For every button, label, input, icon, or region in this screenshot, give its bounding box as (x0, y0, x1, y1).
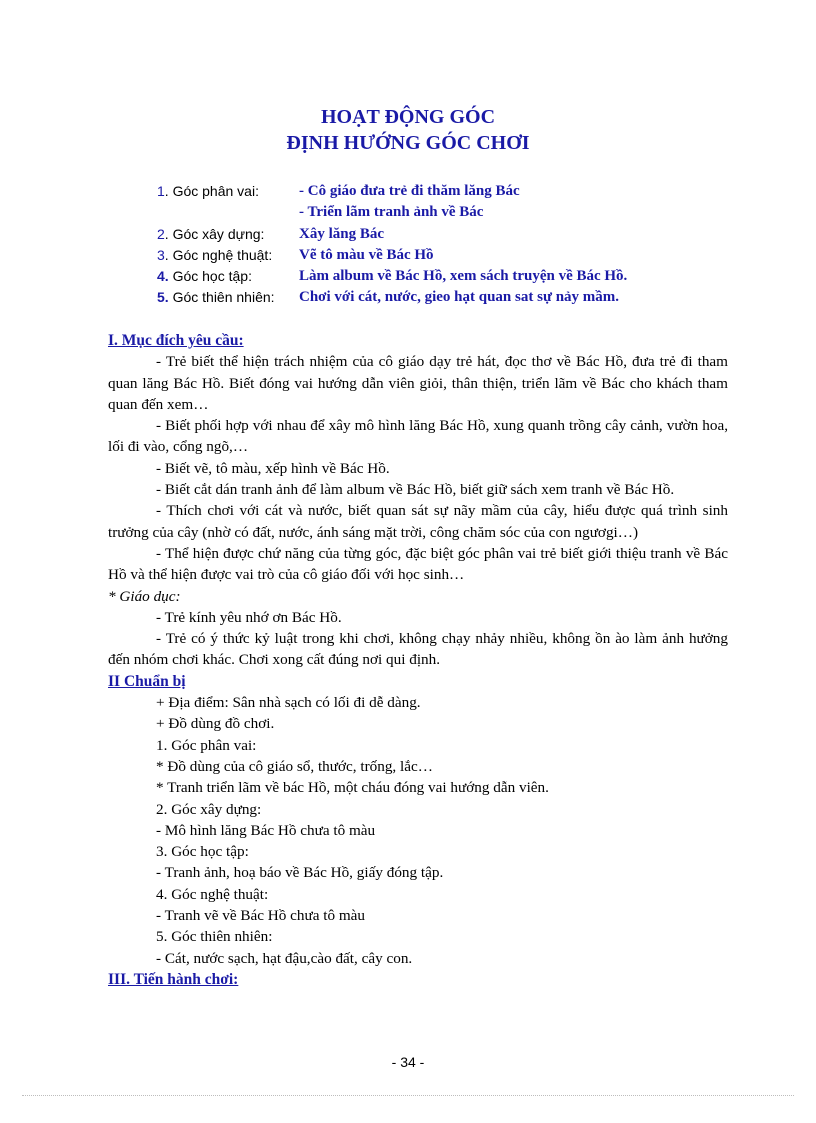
list-item: - Tranh vẽ về Bác Hồ chưa tô màu (156, 907, 365, 925)
corner-row (157, 245, 627, 266)
corner-activity: - Cô giáo đưa trẻ đi thăm lăng Bác (299, 183, 520, 199)
paragraph: - Trẻ có ý thức kỷ luật trong khi chơi, không chạy nhảy nhiều, không ồn ào làm ảnh hưởng đến nhóm chơi khác. Chơi xong cất đúng nơi qui định. (108, 630, 728, 669)
corner-number: 1 (157, 183, 165, 199)
paragraph: - Biết cắt dán tranh ảnh để làm album về Bác Hồ, biết giữ sách xem tranh về Bác Hồ. (156, 481, 675, 499)
corner-number: 5. (157, 289, 169, 306)
corner-label: . Góc phân vai: (164, 183, 259, 199)
education-label: * Giáo dục: (108, 587, 181, 605)
title-line-2: ĐỊNH HƯỚNG GÓC CHƠI (286, 132, 530, 154)
paragraph: - Thể hiện được chứ năng của từng góc, đặc biệt góc phân vai trẻ biết giới thiệu tranh về Bác Hồ và thể hiện được vai trò của cô giáo đối với học sinh… (108, 544, 728, 584)
paragraph: - Biết phối hợp với nhau để xây mô hình lăng Bác Hồ, xung quanh trồng cây cảnh, vườn hoa, lối đi vào, cổng ngõ,… (108, 417, 728, 456)
corner-activity: Xây lăng Bác (299, 225, 385, 242)
list-item: 4. Góc nghệ thuật: (156, 885, 269, 903)
corner-number: 2 (157, 225, 165, 242)
section-3-heading: III. Tiến hành chơi: (108, 970, 239, 988)
corner-label: Góc thiên nhiên: (168, 289, 275, 306)
list-item: * Tranh triển lãm về bác Hồ, một cháu đóng vai hướng dẫn viên. (156, 779, 549, 797)
paragraph: - Trẻ biết thể hiện trách nhiệm của cô giáo dạy trẻ hát, đọc thơ về Bác Hồ, đưa trẻ đi tham quan lăng Bác Hồ. Biết đóng vai hướng dẫn viên giỏi, thân thiện, triển lãm về Bác cho khách tham quan đến xem… (108, 353, 728, 413)
title-line-1: HOẠT ĐỘNG GÓC (320, 106, 496, 128)
corner-number: 4. (157, 268, 169, 285)
paragraph: - Biết vẽ, tô màu, xếp hình về Bác Hồ. (156, 459, 390, 477)
paragraph: - Thích chơi với cát và nước, biết quan sát sự nãy mầm của cây, hiểu được quá trình sinh trưởng của cây (nhờ có đất, nước, ánh sáng mặt trời, công chăm sóc của con ngươgi…) (108, 502, 728, 541)
corner-list (157, 181, 627, 309)
corner-label: . Góc xây dựng: (164, 225, 265, 242)
corner-row (157, 224, 627, 245)
list-item: - Cát, nước sạch, hạt đậu,cào đất, cây con. (156, 949, 413, 967)
section-2-heading: II Chuẩn bị (108, 672, 186, 690)
list-item: 2. Góc xây dựng: (156, 800, 262, 818)
corner-row (157, 181, 627, 202)
list-item: - Tranh ảnh, hoạ báo về Bác Hồ, giấy đóng tập. (156, 864, 444, 882)
list-item: + Đồ dùng đồ chơi. (156, 715, 275, 733)
corner-activity: Làm album về Bác Hồ, xem sách truyện về Bác Hồ. (299, 268, 628, 285)
corner-number: 3 (157, 246, 165, 263)
list-item: 1. Góc phân vai: (156, 736, 257, 754)
document-body (108, 330, 728, 990)
list-item: + Địa điểm: Sân nhà sạch có lối đi dễ dàng. (156, 694, 421, 712)
list-item: * Đồ dùng của cô giáo sổ, thước, trống, lắc… (156, 757, 433, 775)
corner-row (157, 202, 627, 223)
corner-label: . Góc nghệ thuật: (164, 246, 273, 263)
corner-row (157, 287, 627, 308)
list-item: 3. Góc học tập: (156, 843, 249, 861)
corner-activity: Vẽ tô màu về Bác Hồ (299, 246, 434, 263)
page-bottom-border (22, 1095, 794, 1096)
corner-activity: - Triển lãm tranh ảnh về Bác (299, 204, 484, 221)
corner-activity: Chơi với cát, nước, gieo hạt quan sat sự nảy mầm. (299, 289, 620, 306)
section-1-heading: I. Mục đích yêu cầu: (108, 332, 244, 349)
list-item: 5. Góc thiên nhiên: (156, 928, 273, 946)
page-number: - 34 - (391, 1054, 425, 1070)
corner-label: Góc học tập: (168, 268, 252, 285)
paragraph: - Trẻ kính yêu nhớ ơn Bác Hồ. (156, 608, 342, 626)
list-item: - Mô hình lăng Bác Hồ chưa tô màu (156, 821, 376, 839)
corner-row (157, 266, 627, 287)
